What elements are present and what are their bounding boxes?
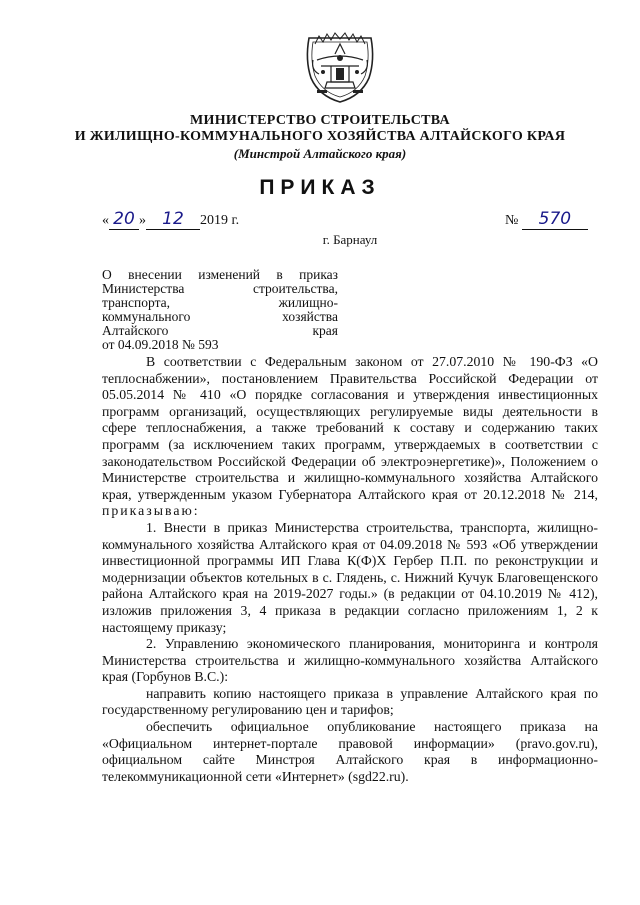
order-word: приказываю: <box>102 503 200 519</box>
ministry-name-line2: И ЖИЛИЩНО-КОММУНАЛЬНОГО ХОЗЯЙСТВА АЛТАЙСКОГО КРАЯ <box>74 129 566 144</box>
date-year: 2019 г. <box>200 213 240 228</box>
document-type-title: ПРИКАЗ <box>259 176 381 199</box>
document-date <box>102 209 239 230</box>
document-number <box>505 209 588 230</box>
subject-line: транспорта, жилищно- <box>102 295 338 310</box>
city: г. Барнаул <box>322 232 378 247</box>
subject-line: Алтайского края <box>102 323 338 338</box>
ministry-name-line1: МИНИСТЕРСТВО СТРОИТЕЛЬСТВА <box>190 113 450 128</box>
subject-line: Министерства строительства, <box>102 281 338 296</box>
ministry-short-name: (Минстрой Алтайского края) <box>233 146 407 161</box>
number-label: № <box>505 213 519 228</box>
order-subject <box>102 268 338 352</box>
date-month: 12 <box>146 209 200 230</box>
order-body <box>102 354 598 785</box>
clause-2-item-paragraph: направить копию настоящего приказа в управление Алтайского края по государственному регулированию цен и тарифов; <box>102 685 598 718</box>
subject-line: О внесении изменений в приказ <box>102 267 338 282</box>
number-value: 570 <box>522 209 588 230</box>
clause-2-paragraph: 2. Управлению экономического планирования, мониторинга и контроля Министерства строительства и жилищно-коммунального хозяйства Алтайского края (Горбунов В.С.): <box>102 636 598 685</box>
clause-2-item-paragraph: обеспечить официальное опубликование настоящего приказа на «Официальном интернет-портале правовой информации» (pravo.gov.ru), официальном сайте Минстроя Алтайского края в информационно-телекоммуникационной сети «Интернет» (sgd22.ru). <box>102 719 598 784</box>
date-open-quote: « <box>102 213 109 228</box>
date-close-quote: » <box>139 213 146 228</box>
coat-of-arms-emblem <box>301 30 379 106</box>
subject-line: коммунального хозяйства <box>102 309 338 324</box>
clause-1-paragraph: 1. Внести в приказ Министерства строительства, транспорта, жилищно-коммунального хозяйства Алтайского края от 04.09.2018 № 593 «Об утверждении инвестиционной программы ИП Глава К(Ф)Х Гербер П.П. по реконструкции и модернизации объектов котельных в с. Глядень, с. Нижний Кучук Благовещенского района Алтайского края на 2019-2027 годы.» (в редакции от 04.10.2019 № 412), изложив приложения 3, 4 приказа в редакции согласно приложениям 1, 2 к настоящему приказу; <box>102 519 598 635</box>
date-day: 20 <box>109 209 139 230</box>
preamble-paragraph: В соответствии с Федеральным законом от 27.07.2010 № 190-ФЗ «О теплоснабжении», постановлением Правительства Российской Федерации от 05.05.2014 № 410 «О порядке согласования и утверждения инвестиционных программ организаций, осуществляющих регулируемые виды деятельности в сфере теплоснабжения, а также требований к составу и содержанию таких программ (за исключением таких программ, утверждаемых в соответствии с законодательством Российской Федерации об электроэнергетике)», Положением о Министерстве строительства и жилищно-коммунального хозяйства Алтайского края, утвержденным указом Губернатора Алтайского края от 20.12.2018 № 214, приказываю: <box>102 354 598 519</box>
subject-line: от 04.09.2018 № 593 <box>102 337 219 352</box>
